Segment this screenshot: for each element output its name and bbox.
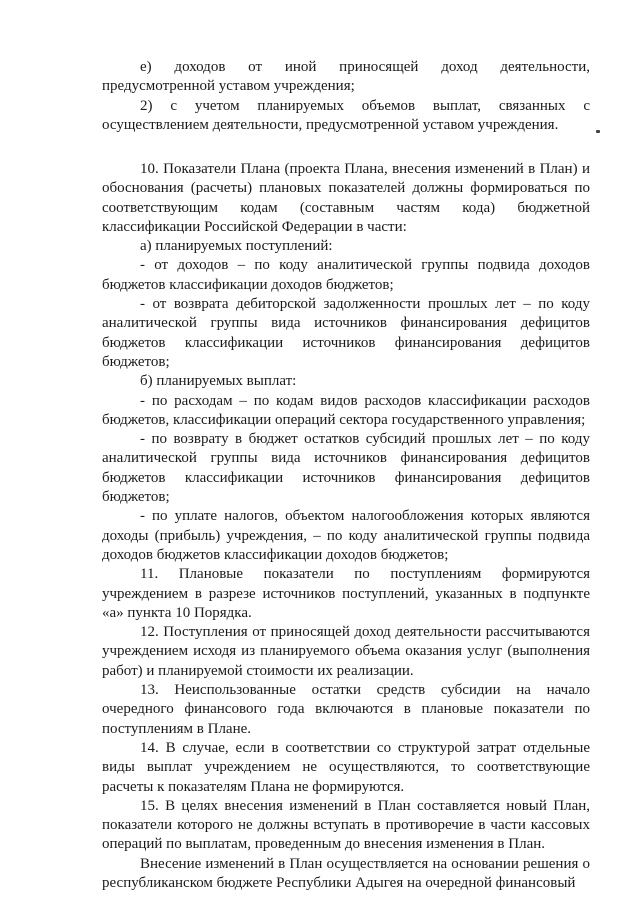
paragraph-10b-item: - по уплате налогов, объектом налогообложения которых являются доходы (прибыль) учреждения, – по коду аналитической группы подвида доходов бюджетов классификации доходов бюджетов; [102, 508, 590, 563]
paragraph-10b: б) планируемых выплат: [140, 373, 297, 390]
paragraph-14: 14. В случае, если в соответствии со структурой затрат отдельные виды выплат учреждением не осуществляются, то соответствующие расчеты к показателям Плана не формируются. [102, 739, 590, 795]
paragraph-10: 10. Показатели Плана (проекта Плана, внесения изменений в План) и обоснования (расчеты) плановых показателей должны формироваться по соответствующим кодам (составным частям кода) бюджетной классификации Российской Федерации в части: [102, 161, 590, 235]
paragraph-10a: а) планируемых поступлений: [140, 238, 333, 255]
paragraph-11: 11. Плановые показатели по поступлениям формируются учреждением в разрезе источников поступлений, указанных в подпункте «а» пункта 10 Порядка. [102, 566, 590, 621]
text-block-main [102, 160, 590, 893]
text-block-top [102, 58, 590, 135]
paragraph-15-cont: Внесение изменений в План осуществляется на основании решения о республиканском бюджете Республики Адыгея на очередной финансовый [102, 855, 590, 891]
paragraph-10a-item: - от доходов – по коду аналитической группы подвида доходов бюджетов классификации доходов бюджетов; [102, 257, 590, 293]
paragraph: е) доходов от иной приносящей доход деятельности, предусмотренной уставом учреждения; [102, 59, 590, 95]
paragraph-12: 12. Поступления от приносящей доход деятельности рассчитываются учреждением исходя из планируемого объема оказания услуг (выполнения работ) и планируемой стоимости их реализации. [102, 624, 590, 679]
paragraph-15: 15. В целях внесения изменений в План составляется новый План, показатели которого не должны вступать в противоречие в части кассовых операций по выплатам, проведенным до внесения изменения в План. [102, 797, 590, 853]
scan-speck [596, 130, 600, 133]
paragraph-10a-item: - от возврата дебиторской задолженности прошлых лет – по коду аналитической группы вида источников финансирования дефицитов бюджетов классификации источников финансирования дефицитов бюджетов; [102, 296, 590, 370]
paragraph-13: 13. Неиспользованные остатки средств субсидии на начало очередного финансового года включаются в плановые показатели по поступлениям в Плане. [102, 682, 590, 737]
paragraph: 2) с учетом планируемых объемов выплат, связанных с осуществлением деятельности, предусмотренной уставом учреждения. [102, 97, 590, 133]
paragraph-10b-item: - по расходам – по кодам видов расходов классификации расходов бюджетов, классификации операций сектора государственного управления; [102, 392, 590, 428]
paragraph-10b-item: - по возврату в бюджет остатков субсидий прошлых лет – по коду аналитической группы вида источников финансирования дефицитов бюджетов классификации источников финансирования дефицитов бюджетов; [102, 431, 590, 506]
